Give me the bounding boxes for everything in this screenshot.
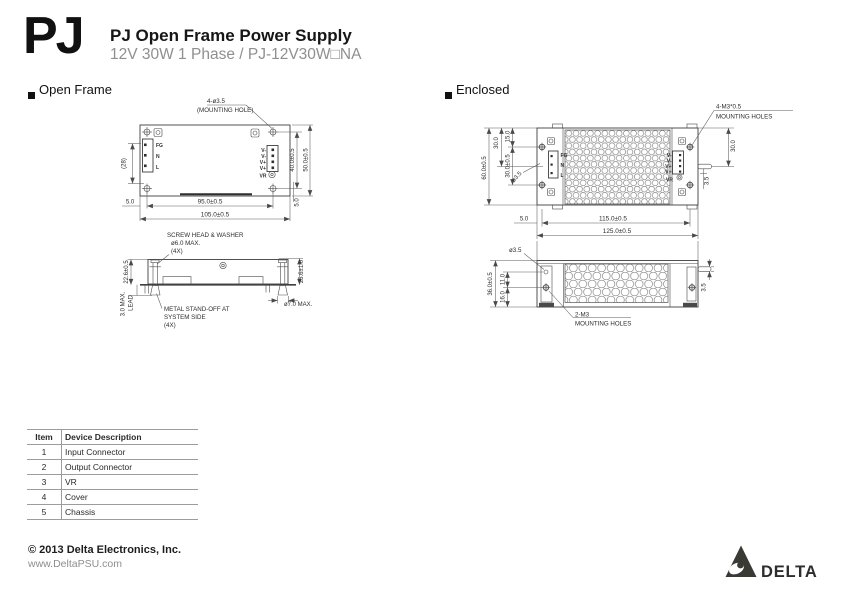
desc-cell: Cover — [62, 490, 199, 505]
dim-35-side: 3.5 — [701, 283, 708, 292]
col-header-desc: Device Description — [62, 430, 199, 445]
dim-hole-dia: ø3.5 — [511, 170, 524, 184]
dim-lines-left — [128, 144, 144, 184]
left-bracket — [541, 266, 552, 302]
dim-95: 95.0±0.5 — [197, 198, 223, 206]
enclosed-side-body — [537, 241, 711, 307]
enc-hole-callout-2: MOUNTING HOLES — [716, 113, 773, 121]
side-body — [140, 260, 296, 296]
left-screw — [150, 260, 161, 295]
side-mount-callout-1: 2-M3 — [575, 311, 590, 319]
dim-28: (28) — [121, 158, 128, 169]
dim-16: 16.0 — [500, 291, 507, 303]
enc-hole-callout-1: 4-M3*0.5 — [716, 103, 742, 111]
enclosed-side-view — [480, 240, 810, 340]
dim-lead-2: LEAD — [128, 295, 135, 311]
dim-36: 36.0±0.5 — [488, 272, 494, 296]
side-handle — [698, 267, 711, 272]
product-code: PJ — [23, 7, 83, 65]
side-hole-callout: ø3.5 — [509, 247, 522, 254]
right-screw — [277, 260, 288, 295]
dim-5-enc: 5.0 — [519, 216, 529, 223]
screw-callout-2: ø6.0 MAX. — [171, 240, 201, 247]
dim-60: 60.0±0.5 — [481, 156, 488, 180]
delta-logo-mark — [726, 546, 757, 578]
desc-cell: VR — [62, 475, 199, 490]
enclosed-chassis — [537, 124, 712, 209]
vent-mesh-side — [565, 264, 668, 303]
input-connector — [143, 139, 154, 172]
vr-label: VR — [259, 173, 267, 180]
pin-label-vneg2: V- — [261, 154, 266, 160]
item-cell: 4 — [27, 490, 62, 505]
table-row — [27, 475, 198, 490]
dim-40: 40.0±0.5 — [290, 148, 297, 172]
desc-cell: Output Connector — [62, 460, 199, 475]
desc-cell: Input Connector — [62, 445, 199, 460]
table-row — [27, 460, 198, 475]
standoff-callout-2: SYSTEM SIDE — [164, 314, 206, 321]
open-frame-bullet-icon — [28, 86, 35, 104]
open-frame-side-view — [113, 228, 333, 335]
left-foot — [539, 303, 554, 307]
dim-30-spacing: 30.0±0.5 — [505, 154, 512, 178]
pin-label-l: L — [156, 165, 160, 171]
right-bracket — [687, 267, 696, 301]
dim-226: 22.6±0.5 — [123, 260, 130, 284]
dim-125: 125.0±0.5 — [602, 228, 632, 235]
side-dim-right — [710, 259, 715, 280]
side-dim-lines — [128, 259, 304, 304]
dim-5-right: 5.0 — [294, 198, 301, 207]
handle — [698, 164, 712, 169]
dim-115: 115.0±0.5 — [599, 215, 627, 223]
enc-pin-l: L — [560, 173, 564, 179]
enclosed-top-view — [455, 95, 815, 245]
side-hole — [544, 270, 548, 274]
website-text: www.DeltaPSU.com — [28, 558, 122, 570]
table-header-row — [27, 430, 198, 445]
item-cell: 1 — [27, 445, 62, 460]
page-title: PJ Open Frame Power Supply — [110, 26, 352, 45]
open-frame-top-view — [110, 93, 325, 228]
section-open-frame: Open Frame — [39, 82, 112, 97]
enc-pin-fg: FG — [560, 153, 568, 159]
dim-lead-1: 3.0 MAX. — [120, 291, 127, 317]
right-foot — [683, 303, 697, 307]
component-leads — [145, 285, 269, 294]
open-frame-board — [140, 125, 290, 196]
enc-pin-vneg1: V- — [666, 153, 672, 159]
pin-label-fg: FG — [156, 143, 163, 149]
dim-5-left: 5.0 — [125, 199, 135, 206]
dim-105: 105.0±0.5 — [200, 211, 230, 219]
item-cell: 2 — [27, 460, 62, 475]
dim-35-top: 3.5 — [704, 176, 711, 186]
dim-11: 11.0 — [500, 273, 507, 286]
standoff-callout-1: METAL STAND-OFF AT — [164, 306, 230, 313]
enclosed-bullet-icon — [445, 86, 452, 104]
dim-30-left: 30.0 — [494, 137, 501, 149]
enc-vr-label: VR — [666, 177, 673, 184]
dim-256: 25.6±1.0 — [299, 259, 305, 284]
item-cell: 3 — [27, 475, 62, 490]
pin-label-vpos1: V+ — [259, 160, 266, 166]
enc-pin-n: N — [560, 163, 565, 169]
output-connector — [267, 146, 278, 178]
enc-dim-right — [698, 128, 734, 189]
device-table — [27, 429, 198, 520]
enc-pin-vpos2: V+ — [665, 169, 672, 176]
standoff-callout-3: (4X) — [164, 322, 176, 329]
enclosed-output-connector — [673, 151, 684, 180]
section-enclosed: Enclosed — [456, 82, 510, 97]
enc-pin-vneg2: V- — [666, 158, 672, 165]
table-row — [27, 490, 198, 505]
dim-30-right: 30.0 — [731, 140, 737, 152]
table-row — [27, 445, 198, 460]
table-row — [27, 505, 198, 520]
desc-cell: Chassis — [62, 505, 199, 520]
screw-callout-1: SCREW HEAD & WASHER — [167, 232, 244, 239]
dim-standoff-dia: ø7.0 MAX. — [284, 302, 313, 308]
side-dim-left — [490, 261, 543, 308]
pin-label-vpos2: V+ — [259, 166, 266, 172]
enc-pin-vpos1: V+ — [665, 164, 672, 170]
hole-callout: 4-ø3.5 — [207, 98, 225, 105]
pin-label-n: N — [156, 154, 160, 160]
enclosed-input-connector — [549, 151, 559, 178]
enc-dim-left — [481, 128, 543, 205]
dim-50: 50.0±0.5 — [303, 148, 310, 172]
page-subtitle: 12V 30W 1 Phase / PJ-12V30W□NA — [110, 46, 362, 63]
dim-15: 15.0 — [505, 130, 512, 143]
screw-callout-3: (4X) — [171, 248, 183, 255]
copyright-text: © 2013 Delta Electronics, Inc. — [28, 544, 182, 556]
delta-logo — [720, 540, 830, 585]
item-cell: 5 — [27, 505, 62, 520]
vent-mesh — [565, 130, 670, 204]
pin-label-vneg1: V- — [261, 148, 266, 154]
hole-callout-2: (MOUNTING HOLE) — [197, 107, 254, 114]
side-mount-callout-2: MOUNTING HOLES — [575, 320, 632, 328]
corner-screws — [154, 129, 259, 138]
col-header-item: Item — [27, 430, 62, 445]
delta-wordmark: DELTA — [761, 563, 818, 581]
